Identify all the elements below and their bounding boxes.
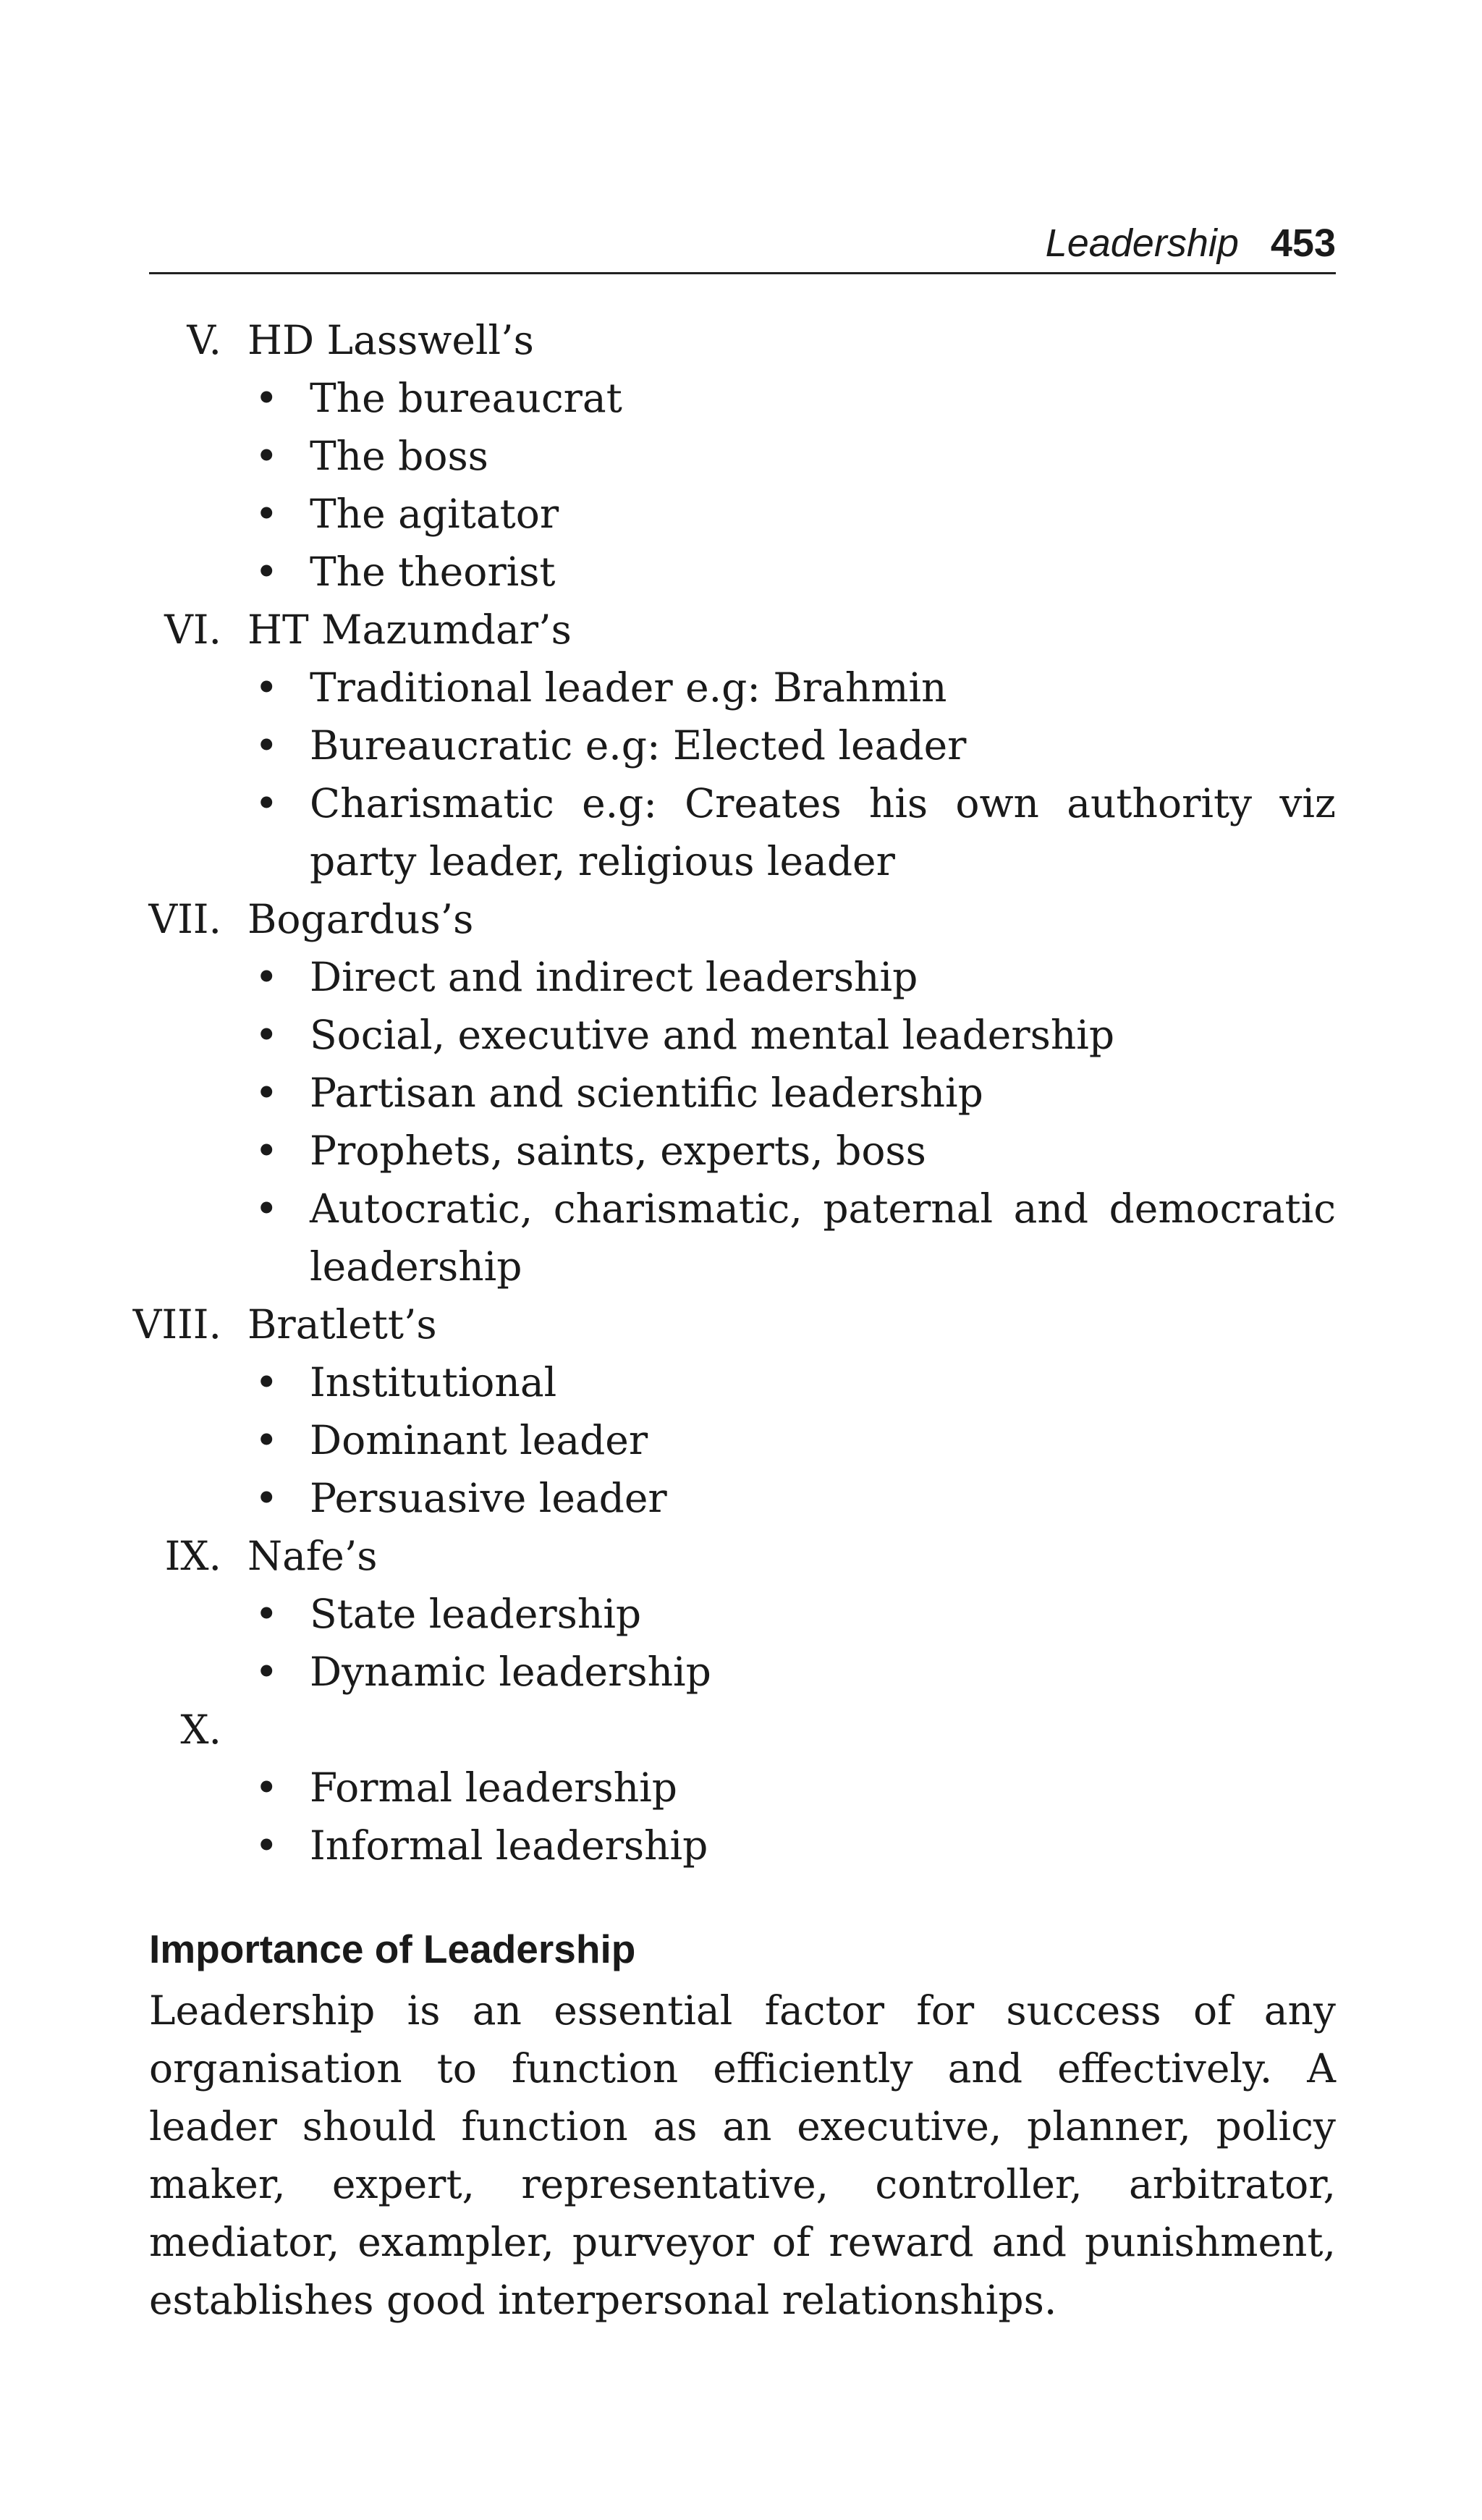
bullet-item: • Dominant leader	[149, 1411, 1336, 1469]
page-number: 453	[1270, 221, 1336, 265]
typology-author: HD Lasswell’s	[247, 317, 534, 363]
bullet-item: • The agitator	[149, 485, 1336, 543]
bullet-item: • Partisan and scientific leadership	[149, 1064, 1336, 1122]
bullet-item: • Dynamic leadership	[149, 1643, 1336, 1701]
bullet-list	[149, 369, 1336, 601]
list-item-vi	[149, 601, 1336, 890]
bullet-item: • Persuasive leader	[149, 1469, 1336, 1527]
roman-numeral: X.	[180, 1707, 221, 1753]
roman-numeral: VII.	[148, 896, 221, 942]
list-item-heading	[149, 1701, 1336, 1759]
page-body	[132, 311, 1336, 2329]
roman-numeral: VI.	[164, 606, 221, 653]
list-item-x	[149, 1701, 1336, 1874]
running-header	[149, 214, 1336, 274]
bullet-list	[149, 1759, 1336, 1874]
list-item-heading	[149, 1527, 1336, 1585]
list-item-v	[149, 311, 1336, 601]
list-item-heading	[132, 1295, 1336, 1353]
typology-author: Bratlett’s	[247, 1301, 437, 1348]
typology-author: Nafe’s	[247, 1533, 378, 1579]
roman-numeral: IX.	[164, 1533, 221, 1579]
bullet-item: • Charismatic e.g: Creates his own authority viz party leader, religious leader	[149, 774, 1336, 890]
list-item-vii	[149, 890, 1336, 1295]
bullet-list	[149, 1353, 1336, 1527]
header-text	[1046, 221, 1336, 265]
bullet-item: • The boss	[149, 427, 1336, 485]
bullet-item: • Traditional leader e.g: Brahmin	[149, 659, 1336, 716]
bullet-item: • The bureaucrat	[149, 369, 1336, 427]
bullet-list	[149, 948, 1336, 1295]
bullet-list	[149, 659, 1336, 890]
section-heading: Importance of Leadership	[149, 1927, 636, 1971]
bullet-item: • State leadership	[149, 1585, 1336, 1643]
bullet-item: • Autocratic, charismatic, paternal and democratic leadership	[149, 1180, 1336, 1295]
roman-numeral: V.	[187, 317, 221, 363]
typology-author: Bogardus’s	[247, 896, 474, 942]
list-item-heading	[149, 890, 1336, 948]
roman-numeral: VIII.	[132, 1301, 221, 1348]
list-item-ix	[149, 1527, 1336, 1701]
bullet-list	[149, 1585, 1336, 1701]
list-item-viii	[132, 1295, 1336, 1527]
typology-author: HT Mazumdar’s	[247, 606, 572, 653]
bullet-item: • Formal leadership	[149, 1759, 1336, 1817]
bullet-item: • The theorist	[149, 543, 1336, 601]
bullet-item: • Social, executive and mental leadership	[149, 1006, 1336, 1064]
list-item-heading	[149, 601, 1336, 659]
body-paragraph: Leadership is an essential factor for success of any organisation to function efficiently and effectively. A leader should function as an executive, planner, policy maker, expert, representative, controller, arbitrator, mediator, exampler, purveyor of reward and punishment, establishes good interpersonal relationships.	[149, 1987, 1336, 2323]
running-title: Leadership	[1045, 221, 1239, 265]
bullet-item: • Direct and indirect leadership	[149, 948, 1336, 1006]
bullet-item: • Prophets, saints, experts, boss	[149, 1122, 1336, 1180]
bullet-item: • Bureaucratic e.g: Elected leader	[149, 716, 1336, 774]
bullet-item: • Informal leadership	[149, 1817, 1336, 1874]
bullet-item: • Institutional	[149, 1353, 1336, 1411]
list-item-heading	[149, 311, 1336, 369]
